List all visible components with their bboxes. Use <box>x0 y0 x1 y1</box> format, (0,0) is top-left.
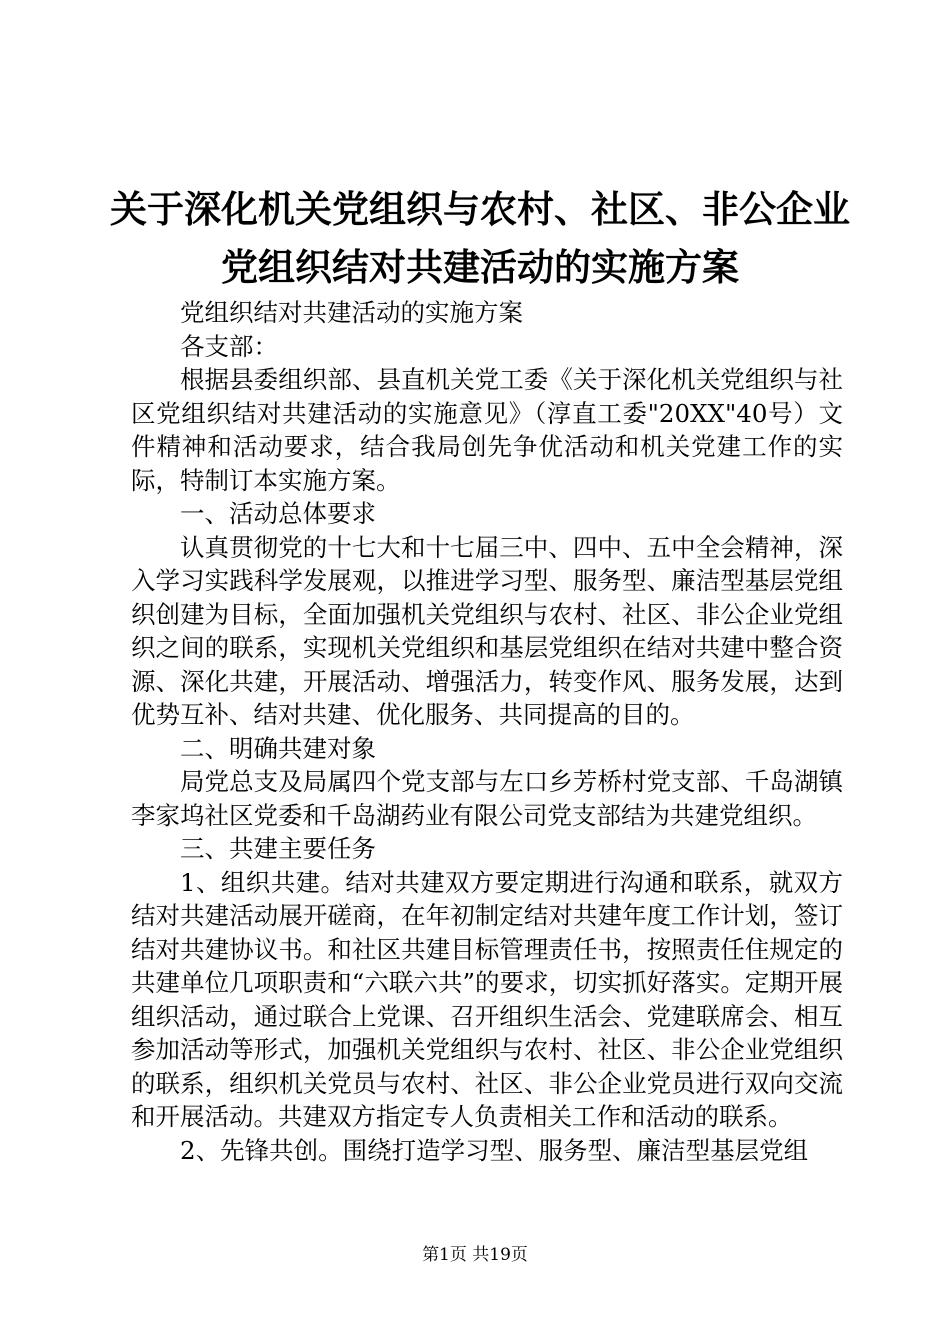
page-number-footer: 第1页 共19页 <box>422 1245 528 1265</box>
task-1-paragraph: 1、组织共建。结对共建双方要定期进行沟通和联系，就双方结对共建活动展开磋商，在年初制定结对共建年度工作计划，签订结对共建协议书。和社区共建目标管理责任书，按照责任住规定的共建单位几项职责和“六联六共”的要求，切实抓好落实。定期开展组织活动，通过联合上党课、召开组织生活会、党建联席会、相互参加活动等形式，加强机关党组织与农村、社区、非公企业党组织的联系，组织机关党员与农村、社区、非公企业党员进行双向交流和开展活动。共建双方指定专人负责相关工作和活动的联系。 <box>131 867 843 1131</box>
salutation-paragraph: 各支部： <box>180 331 278 361</box>
task-2-paragraph: 2、先锋共创。围绕打造学习型、服务型、廉洁型基层党组 <box>180 1135 809 1165</box>
document-title-line-2: 党组织结对共建活动的实施方案 <box>221 246 739 289</box>
section-heading-2: 二、明确共建对象 <box>180 733 376 763</box>
section-1-paragraph: 认真贯彻党的十七大和十七届三中、四中、五中全会精神，深入学习实践科学发展观，以推进学习型、服务型、廉洁型基层党组织创建为目标，全面加强机关党组织与农村、社区、非公企业党组织之间的联系，实现机关党组织和基层党组织在结对共建中整合资源、深化共建，开展活动、增强活力，转变作风、服务发展，达到优势互补、结对共建、优化服务、共同提高的目的。 <box>131 532 843 729</box>
section-heading-1: 一、活动总体要求 <box>180 499 376 528</box>
intro-paragraph: 根据县委组织部、县直机关党工委《关于深化机关党组织与社区党组织结对共建活动的实施意见》（淳直工委"20XX"40号）文件精神和活动要求，结合我局创先争优活动和机关党建工作的实际，特制订本实施方案。 <box>131 365 843 495</box>
section-2-paragraph: 局党总支及局属四个党支部与左口乡芳桥村党支部、千岛湖镇李家坞社区党委和千岛湖药业有限公司党支部结为共建党组织。 <box>131 767 843 830</box>
document-title-line-1: 关于深化机关党组织与农村、社区、非公企业 <box>110 188 850 231</box>
document-body <box>131 296 843 1167</box>
section-heading-3: 三、共建主要任务 <box>180 834 376 863</box>
subtitle-paragraph: 党组织结对共建活动的实施方案 <box>180 298 523 327</box>
